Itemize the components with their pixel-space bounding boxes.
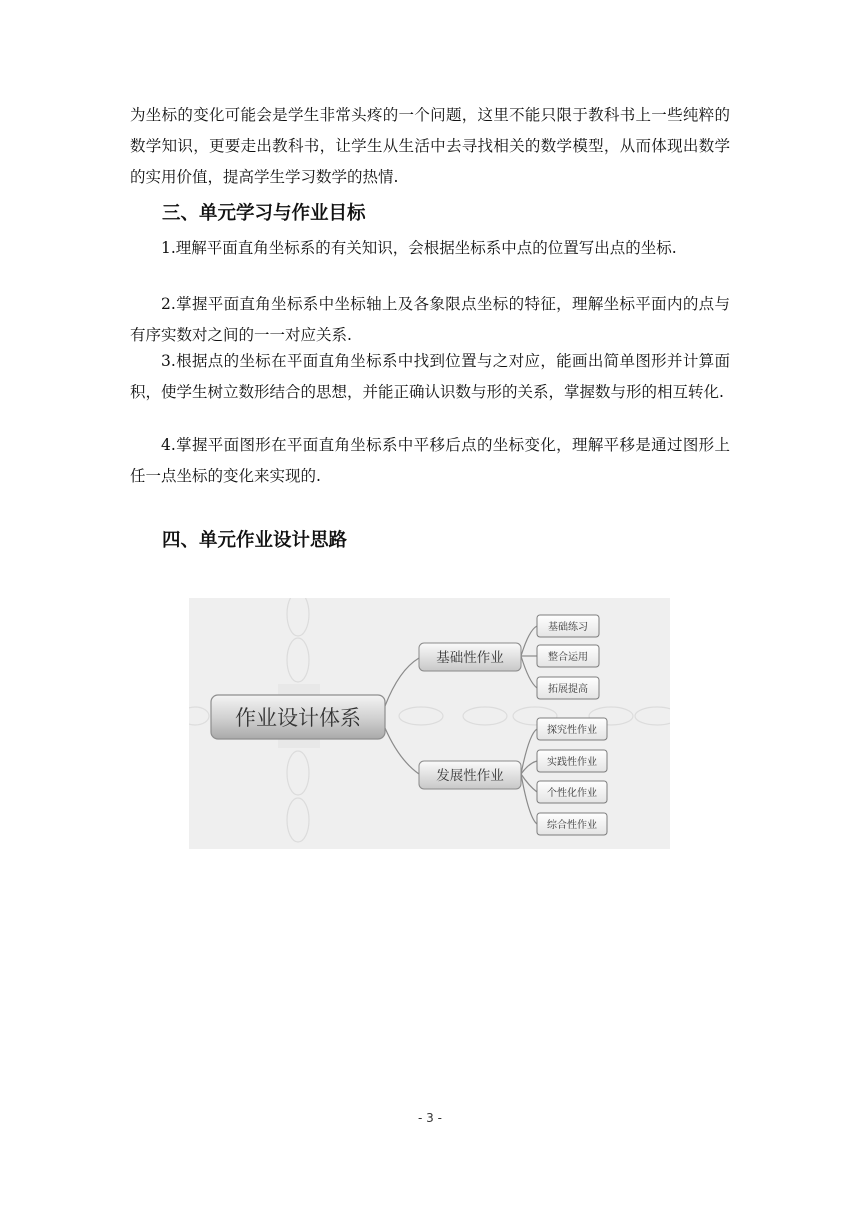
leaf-node — [537, 813, 607, 835]
objective-item-1: 1.理解平面直角坐标系的有关知识，会根据坐标系中点的位置写出点的坐标. — [161, 239, 677, 257]
leaf-label: 拓展提高 — [548, 684, 588, 695]
root-node — [211, 695, 385, 739]
leaf-label: 整合运用 — [548, 652, 588, 663]
branch-label-development: 发展性作业 — [436, 768, 504, 784]
leaf-label: 探究性作业 — [547, 725, 597, 736]
leaf-node — [537, 750, 607, 772]
section-4-heading: 四、单元作业设计思路 — [162, 530, 348, 551]
objective-item-4: 4.掌握平面图形在平面直角坐标系中平移后点的坐标变化，理解平移是通过图形上任一点坐标的变化来实现的. — [130, 436, 730, 485]
intro-paragraph: 为坐标的变化可能会是学生非常头疼的一个问题，这里不能只限于教科书上一些纯粹的数学知识，更要走出教科书，让学生从生活中去寻找相关的数学模型，从而体现出数学的实用价值，提高学生学习数学的热情. — [130, 106, 730, 186]
leaf-label: 综合性作业 — [547, 820, 597, 831]
section-3-heading: 三、单元学习与作业目标 — [162, 203, 366, 224]
leaf-label: 实践性作业 — [547, 757, 597, 768]
objective-item-2: 2.掌握平面直角坐标系中坐标轴上及各象限点坐标的特征，理解坐标平面内的点与有序实数对之间的一一对应关系. — [130, 295, 730, 344]
homework-design-mindmap — [189, 598, 670, 849]
leaf-node — [537, 718, 607, 740]
branch-node-basic — [419, 643, 521, 671]
page-number: - 3 - — [418, 1111, 442, 1125]
leaf-node — [537, 615, 599, 637]
root-label: 作业设计体系 — [235, 706, 361, 730]
leaf-label: 个性化作业 — [547, 788, 597, 799]
objective-item-3: 3.根据点的坐标在平面直角坐标系中找到位置与之对应，能画出简单图形并计算面积，使学生树立数形结合的思想，并能正确认识数与形的关系，掌握数与形的相互转化. — [130, 352, 730, 401]
branch-label-basic: 基础性作业 — [436, 650, 504, 666]
leaf-node — [537, 781, 607, 803]
leaf-node — [537, 677, 599, 699]
leaf-node — [537, 645, 599, 667]
branch-node-development — [419, 761, 521, 789]
leaf-label: 基础练习 — [548, 622, 588, 633]
